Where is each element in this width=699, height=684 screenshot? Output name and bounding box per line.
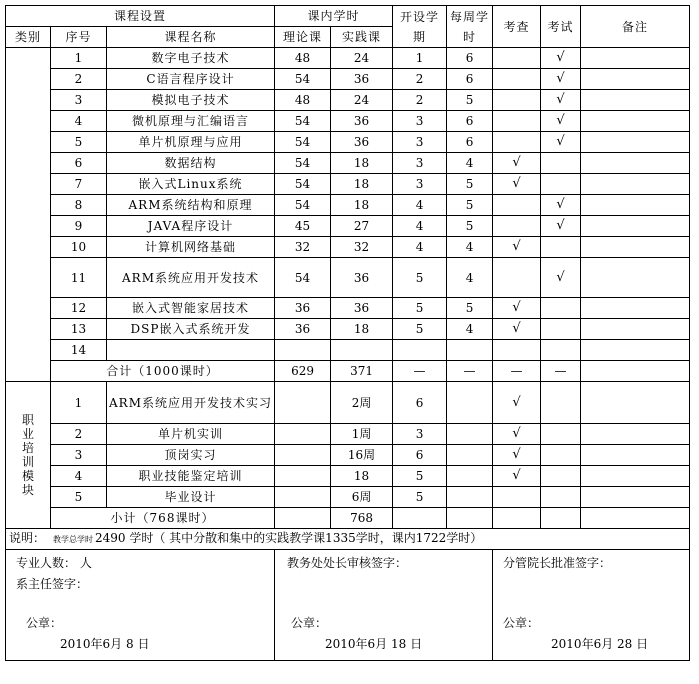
course-assess-check (493, 340, 541, 361)
training-weekly (447, 466, 493, 487)
training-practice: 16周 (331, 445, 393, 466)
course-theory: 54 (275, 195, 331, 216)
training-no: 4 (51, 466, 107, 487)
course-remarks (581, 69, 690, 90)
course-semester: 3 (393, 153, 447, 174)
course-row (6, 174, 690, 195)
course-row (6, 216, 690, 237)
training-assess-check: √ (493, 445, 541, 466)
training-exam (541, 445, 581, 466)
training-no: 2 (51, 424, 107, 445)
course-row (6, 69, 690, 90)
course-theory: 36 (275, 319, 331, 340)
course-theory: 54 (275, 258, 331, 298)
course-name: 数据结构 (107, 153, 275, 174)
course-row (6, 298, 690, 319)
course-theory: 36 (275, 298, 331, 319)
course-no: 4 (51, 111, 107, 132)
total-theory: 629 (275, 361, 331, 382)
course-practice: 24 (331, 90, 393, 111)
course-theory: 54 (275, 153, 331, 174)
training-practice: 2周 (331, 382, 393, 424)
signature-middle (275, 550, 493, 661)
course-weekly: 4 (447, 153, 493, 174)
course-exam-check: √ (541, 216, 581, 237)
training-theory (275, 424, 331, 445)
training-remarks (581, 487, 690, 508)
course-practice (331, 340, 393, 361)
training-remarks (581, 424, 690, 445)
course-assess-check: √ (493, 237, 541, 258)
course-assess-check (493, 69, 541, 90)
course-theory: 54 (275, 132, 331, 153)
course-exam-check (541, 340, 581, 361)
subtotal-practice: 768 (331, 508, 393, 529)
course-remarks (581, 319, 690, 340)
right-date: 2010年6月 28 日 (551, 637, 649, 651)
course-assess-check (493, 48, 541, 69)
total-remarks (581, 361, 690, 382)
course-weekly: 5 (447, 216, 493, 237)
course-semester: 5 (393, 319, 447, 340)
training-semester: 5 (393, 466, 447, 487)
training-weekly (447, 424, 493, 445)
course-assess-check (493, 195, 541, 216)
course-no: 13 (51, 319, 107, 340)
total-weekly: — (447, 361, 493, 382)
course-no: 3 (51, 90, 107, 111)
course-name (107, 340, 275, 361)
course-practice: 32 (331, 237, 393, 258)
course-theory: 45 (275, 216, 331, 237)
training-category-label: 职 业 培 训 模 块 (21, 413, 34, 497)
note-row (6, 529, 690, 550)
training-weekly (447, 445, 493, 466)
signature-row (6, 550, 690, 661)
training-name: 单片机实训 (107, 424, 275, 445)
course-name: DSP嵌入式系统开发 (107, 319, 275, 340)
training-no: 3 (51, 445, 107, 466)
course-theory: 54 (275, 174, 331, 195)
subtotal-assess (493, 508, 541, 529)
course-practice: 36 (331, 111, 393, 132)
header-row-1 (6, 6, 690, 27)
course-practice: 36 (331, 298, 393, 319)
course-exam-check (541, 153, 581, 174)
course-semester: 2 (393, 90, 447, 111)
course-assess-check (493, 111, 541, 132)
training-name: 毕业设计 (107, 487, 275, 508)
training-practice: 1周 (331, 424, 393, 445)
header-semester: 开设学期 (393, 6, 447, 48)
course-row (6, 319, 690, 340)
course-theory: 54 (275, 69, 331, 90)
training-name: ARM系统应用开发技术实习 (107, 382, 275, 424)
training-practice: 6周 (331, 487, 393, 508)
course-exam-check (541, 319, 581, 340)
course-name: ARM系统结构和原理 (107, 195, 275, 216)
course-no: 12 (51, 298, 107, 319)
left-date: 2010年6月 8 日 (60, 637, 150, 651)
course-assess-check (493, 216, 541, 237)
middle-seal-label: 公章： (291, 616, 328, 630)
total-practice: 371 (331, 361, 393, 382)
course-assess-check: √ (493, 153, 541, 174)
course-semester: 4 (393, 216, 447, 237)
course-theory: 48 (275, 48, 331, 69)
course-no: 9 (51, 216, 107, 237)
course-remarks (581, 258, 690, 298)
training-theory (275, 487, 331, 508)
header-course-settings: 课程设置 (6, 6, 275, 27)
training-no: 1 (51, 382, 107, 424)
course-no: 1 (51, 48, 107, 69)
course-exam-check: √ (541, 258, 581, 298)
training-name: 职业技能鉴定培训 (107, 466, 275, 487)
subtotal-label: 小计（768课时） (51, 508, 275, 529)
note-small-label: 教学总学时 (53, 535, 94, 544)
course-weekly: 6 (447, 132, 493, 153)
training-practice: 18 (331, 466, 393, 487)
subtotal-exam (541, 508, 581, 529)
course-semester: 1 (393, 48, 447, 69)
course-name: JAVA程序设计 (107, 216, 275, 237)
course-row (6, 48, 690, 69)
header-category: 类别 (6, 27, 51, 48)
course-semester: 5 (393, 298, 447, 319)
header-weekly-hours: 每周学时 (447, 6, 493, 48)
subtotal-semester (393, 508, 447, 529)
course-practice: 24 (331, 48, 393, 69)
right-seal-label: 公章： (503, 616, 540, 630)
middle-date: 2010年6月 18 日 (325, 637, 423, 651)
course-semester: 4 (393, 195, 447, 216)
category-empty-cell (6, 48, 51, 382)
subtotal-remarks (581, 508, 690, 529)
header-theory: 理论课 (275, 27, 331, 48)
course-exam-check (541, 237, 581, 258)
course-exam-check: √ (541, 132, 581, 153)
course-no: 7 (51, 174, 107, 195)
training-semester: 6 (393, 445, 447, 466)
total-assess: — (493, 361, 541, 382)
course-assess-check: √ (493, 174, 541, 195)
director-signature-label: 系主任签字： (16, 577, 89, 591)
course-exam-check: √ (541, 195, 581, 216)
course-practice: 18 (331, 319, 393, 340)
note-cell (6, 529, 690, 550)
course-name: C语言程序设计 (107, 69, 275, 90)
subtotal-row (6, 508, 690, 529)
training-assess-check (493, 487, 541, 508)
header-in-class-hours: 课内学时 (275, 6, 393, 27)
training-no: 5 (51, 487, 107, 508)
course-name: 单片机原理与应用 (107, 132, 275, 153)
curriculum-table (5, 5, 690, 661)
course-remarks (581, 237, 690, 258)
course-no: 14 (51, 340, 107, 361)
training-remarks (581, 382, 690, 424)
course-weekly: 5 (447, 90, 493, 111)
total-label: 合计（1000课时） (51, 361, 275, 382)
course-weekly: 5 (447, 298, 493, 319)
training-assess-check: √ (493, 424, 541, 445)
course-semester: 3 (393, 174, 447, 195)
course-row (6, 258, 690, 298)
course-semester: 4 (393, 237, 447, 258)
training-category (6, 382, 51, 529)
course-exam-check: √ (541, 111, 581, 132)
course-weekly: 6 (447, 111, 493, 132)
header-seq: 序号 (51, 27, 107, 48)
course-remarks (581, 298, 690, 319)
course-row (6, 153, 690, 174)
course-exam-check: √ (541, 48, 581, 69)
course-weekly: 6 (447, 69, 493, 90)
training-exam (541, 382, 581, 424)
course-row (6, 340, 690, 361)
course-name: 嵌入式Linux系统 (107, 174, 275, 195)
course-assess-check (493, 132, 541, 153)
course-assess-check: √ (493, 319, 541, 340)
course-no: 8 (51, 195, 107, 216)
academic-affairs-signature-label: 教务处处长审核签字： (287, 556, 408, 570)
vice-president-signature-label: 分管院长批准签字： (503, 556, 612, 570)
course-exam-check (541, 174, 581, 195)
signature-left (6, 550, 275, 661)
course-semester (393, 340, 447, 361)
header-remarks: 备注 (581, 6, 690, 48)
course-remarks (581, 90, 690, 111)
training-weekly (447, 382, 493, 424)
course-exam-check (541, 298, 581, 319)
training-row (6, 382, 690, 424)
header-exam: 考试 (541, 6, 581, 48)
total-exam: — (541, 361, 581, 382)
course-remarks (581, 48, 690, 69)
training-semester: 6 (393, 382, 447, 424)
training-row (6, 487, 690, 508)
course-practice: 18 (331, 195, 393, 216)
training-exam (541, 466, 581, 487)
course-row (6, 195, 690, 216)
course-remarks (581, 132, 690, 153)
course-name: 嵌入式智能家居技术 (107, 298, 275, 319)
course-exam-check: √ (541, 90, 581, 111)
course-name: 模拟电子技术 (107, 90, 275, 111)
training-row (6, 424, 690, 445)
course-assess-check (493, 258, 541, 298)
subtotal-weekly (447, 508, 493, 529)
training-row (6, 445, 690, 466)
left-seal-label: 公章： (26, 616, 63, 630)
training-semester: 3 (393, 424, 447, 445)
course-row (6, 132, 690, 153)
course-theory (275, 340, 331, 361)
course-no: 11 (51, 258, 107, 298)
course-weekly (447, 340, 493, 361)
course-practice: 36 (331, 69, 393, 90)
header-course-name: 课程名称 (107, 27, 275, 48)
training-theory (275, 466, 331, 487)
course-remarks (581, 111, 690, 132)
course-practice: 36 (331, 258, 393, 298)
course-assess-check (493, 90, 541, 111)
header-practice: 实践课 (331, 27, 393, 48)
course-theory: 54 (275, 111, 331, 132)
note-text: 2490 学时（ 其中分散和集中的实践教学课1335学时，课内1722学时） (95, 531, 483, 545)
course-practice: 18 (331, 153, 393, 174)
course-semester: 5 (393, 258, 447, 298)
course-name: ARM系统应用开发技术 (107, 258, 275, 298)
course-remarks (581, 174, 690, 195)
course-remarks (581, 340, 690, 361)
course-assess-check: √ (493, 298, 541, 319)
course-semester: 2 (393, 69, 447, 90)
course-weekly: 4 (447, 258, 493, 298)
course-exam-check: √ (541, 69, 581, 90)
staff-count: 专业人数： 人 (16, 556, 92, 570)
course-practice: 36 (331, 132, 393, 153)
course-weekly: 5 (447, 174, 493, 195)
course-no: 10 (51, 237, 107, 258)
course-name: 微机原理与汇编语言 (107, 111, 275, 132)
course-row (6, 237, 690, 258)
training-weekly (447, 487, 493, 508)
signature-right (493, 550, 690, 661)
course-semester: 3 (393, 132, 447, 153)
total-semester: — (393, 361, 447, 382)
training-name: 顶岗实习 (107, 445, 275, 466)
training-exam (541, 487, 581, 508)
course-practice: 27 (331, 216, 393, 237)
training-semester: 5 (393, 487, 447, 508)
training-theory (275, 445, 331, 466)
course-weekly: 4 (447, 319, 493, 340)
course-remarks (581, 195, 690, 216)
course-row (6, 111, 690, 132)
course-name: 计算机网络基础 (107, 237, 275, 258)
training-row (6, 466, 690, 487)
training-exam (541, 424, 581, 445)
note-label: 说明： (9, 531, 46, 545)
course-no: 2 (51, 69, 107, 90)
course-remarks (581, 153, 690, 174)
course-weekly: 5 (447, 195, 493, 216)
training-remarks (581, 445, 690, 466)
course-weekly: 4 (447, 237, 493, 258)
course-theory: 48 (275, 90, 331, 111)
training-assess-check: √ (493, 382, 541, 424)
course-semester: 3 (393, 111, 447, 132)
training-remarks (581, 466, 690, 487)
course-row (6, 90, 690, 111)
course-name: 数字电子技术 (107, 48, 275, 69)
course-remarks (581, 216, 690, 237)
header-assess: 考查 (493, 6, 541, 48)
course-theory: 32 (275, 237, 331, 258)
course-no: 5 (51, 132, 107, 153)
course-weekly: 6 (447, 48, 493, 69)
total-row (6, 361, 690, 382)
training-assess-check: √ (493, 466, 541, 487)
course-practice: 18 (331, 174, 393, 195)
training-theory (275, 382, 331, 424)
subtotal-theory (275, 508, 331, 529)
course-no: 6 (51, 153, 107, 174)
